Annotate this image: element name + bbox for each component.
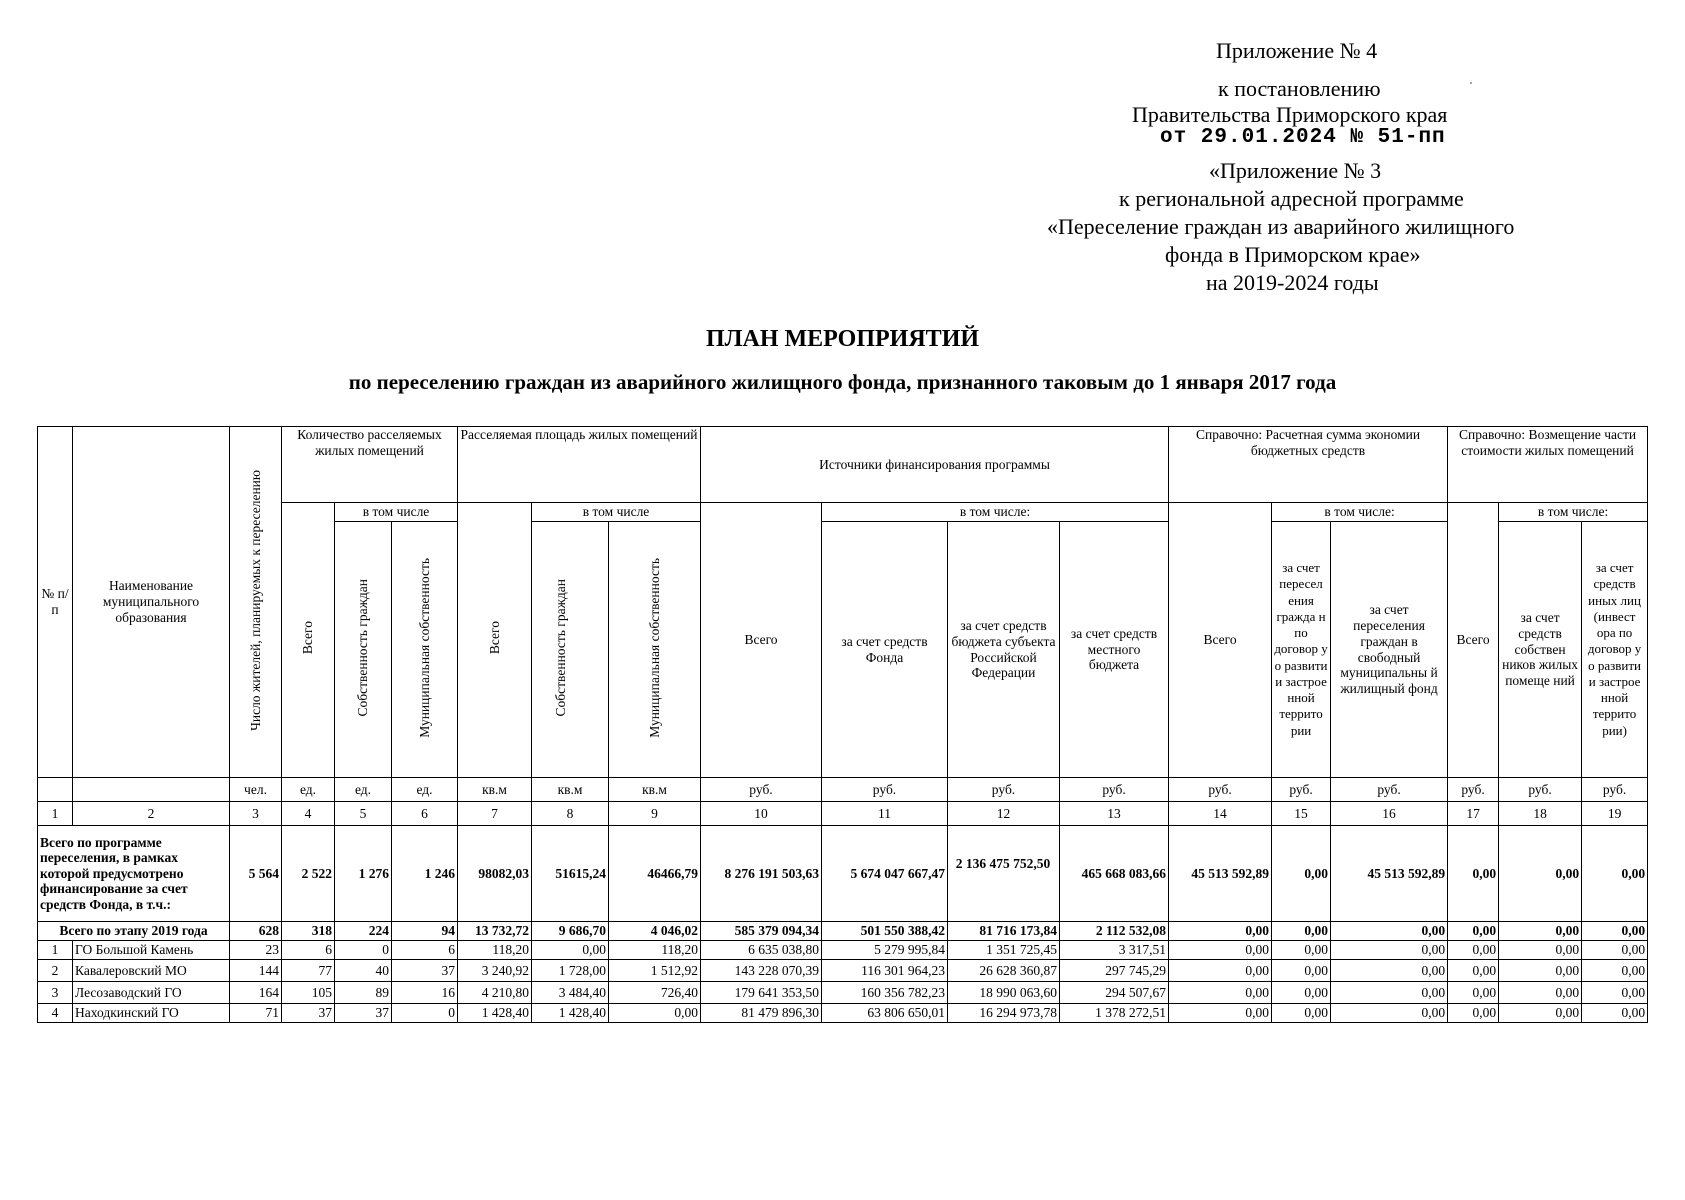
- col-name-header: Наименование муниципального образования: [73, 427, 230, 778]
- stage-value-cell: 0,00: [1582, 922, 1648, 941]
- col-residents-header: Число жителей, планируемых к переселению: [230, 427, 282, 778]
- row-number: 2: [38, 960, 73, 982]
- row-value-cell: 0,00: [532, 941, 609, 960]
- column-number-cell: 17: [1448, 802, 1499, 826]
- stage-value-cell: 0,00: [1331, 922, 1448, 941]
- row-value-cell: 105: [282, 982, 335, 1004]
- row-value-cell: 0,00: [1169, 960, 1272, 982]
- row-value-cell: 37: [335, 1004, 392, 1023]
- row-value-cell: 6: [282, 941, 335, 960]
- stage-value-cell: 501 550 388,42: [822, 922, 948, 941]
- row-value-cell: 1 378 272,51: [1060, 1004, 1169, 1023]
- row-value-cell: 23: [230, 941, 282, 960]
- row-value-cell: 77: [282, 960, 335, 982]
- stage-value-cell: 0,00: [1169, 922, 1272, 941]
- total-value-cell: 0,00: [1448, 826, 1499, 922]
- appendix-label: Приложение № 4: [1216, 38, 1378, 63]
- total-row-label: Всего по программе переселения, в рамках которой предусмотрено финансирование за счет средств Фонда, в т.ч.:: [38, 826, 230, 922]
- scan-speck: [1470, 82, 1472, 84]
- stage-row-label: Всего по этапу 2019 года: [38, 922, 230, 941]
- row-value-cell: 0,00: [1272, 1004, 1331, 1023]
- row-value-cell: 0,00: [1582, 941, 1648, 960]
- column-number-cell: 11: [822, 802, 948, 826]
- total-value-cell: 2 522: [282, 826, 335, 922]
- row-number: 1: [38, 941, 73, 960]
- unit-cell: кв.м: [458, 778, 532, 802]
- row-value-cell: 0: [335, 941, 392, 960]
- row-value-cell: 16: [392, 982, 458, 1004]
- stage-value-cell: 9 686,70: [532, 922, 609, 941]
- row-value-cell: 3 317,51: [1060, 941, 1169, 960]
- row-value-cell: 0,00: [1582, 1004, 1648, 1023]
- total-value-cell: 5 564: [230, 826, 282, 922]
- unit-cell: руб.: [701, 778, 822, 802]
- col-num-header: № п/п: [38, 427, 73, 778]
- stage-value-cell: 81 716 173,84: [948, 922, 1060, 941]
- total-value-cell: 46466,79: [609, 826, 701, 922]
- row-value-cell: 118,20: [458, 941, 532, 960]
- column-number-cell: 19: [1582, 802, 1648, 826]
- unit-cell: руб.: [1169, 778, 1272, 802]
- total-value-cell: 5 674 047 667,47: [822, 826, 948, 922]
- column-number-cell: 7: [458, 802, 532, 826]
- stage-value-cell: 4 046,02: [609, 922, 701, 941]
- row-number: 4: [38, 1004, 73, 1023]
- rooms-total-header: Всего: [282, 503, 335, 778]
- local-budget-header: за счет средств местного бюджета: [1060, 522, 1169, 778]
- row-value-cell: 71: [230, 1004, 282, 1023]
- row-value-cell: 0,00: [1448, 1004, 1499, 1023]
- economy-incl-header: в том числе:: [1272, 503, 1448, 522]
- column-number-cell: 15: [1272, 802, 1331, 826]
- row-value-cell: 0,00: [1499, 960, 1582, 982]
- economy-dev-header: за счет пересел ения гражда н по договор у о развити и застрое нной террито рии: [1272, 522, 1331, 778]
- row-value-cell: 297 745,29: [1060, 960, 1169, 982]
- stage-value-cell: 224: [335, 922, 392, 941]
- area-incl-header: в том числе: [532, 503, 701, 522]
- row-value-cell: 0,00: [1499, 982, 1582, 1004]
- row-value-cell: 144: [230, 960, 282, 982]
- stage-row: [38, 922, 1648, 941]
- row-value-cell: 5 279 995,84: [822, 941, 948, 960]
- rooms-incl-header: в том числе: [335, 503, 458, 522]
- row-value-cell: 0,00: [1499, 941, 1582, 960]
- row-value-cell: 0,00: [1448, 960, 1499, 982]
- row-value-cell: 0,00: [1331, 1004, 1448, 1023]
- government-label: Правительства Приморского края: [1132, 102, 1448, 127]
- row-value-cell: 0,00: [1331, 941, 1448, 960]
- row-value-cell: 1 428,40: [532, 1004, 609, 1023]
- reimb-total-header: Всего: [1448, 503, 1499, 778]
- municipality-name: Лесозаводский ГО: [73, 982, 230, 1004]
- table-row: [38, 1004, 1648, 1023]
- total-value-cell: 0,00: [1499, 826, 1582, 922]
- unit-cell: руб.: [948, 778, 1060, 802]
- row-value-cell: 0,00: [1272, 982, 1331, 1004]
- column-number-cell: 9: [609, 802, 701, 826]
- column-number-cell: 4: [282, 802, 335, 826]
- row-value-cell: 0,00: [1448, 982, 1499, 1004]
- stage-value-cell: 0,00: [1272, 922, 1331, 941]
- row-value-cell: 179 641 353,50: [701, 982, 822, 1004]
- total-value-cell: 1 276: [335, 826, 392, 922]
- row-value-cell: 3 484,40: [532, 982, 609, 1004]
- finance-total-header: Всего: [701, 503, 822, 778]
- row-value-cell: 0: [392, 1004, 458, 1023]
- reimb-owners-header: за счет средств собствен ников жилых помеще ний: [1499, 522, 1582, 778]
- row-value-cell: 0,00: [1272, 941, 1331, 960]
- row-value-cell: 0,00: [1169, 982, 1272, 1004]
- row-value-cell: 294 507,67: [1060, 982, 1169, 1004]
- decree-number: от 29.01.2024 № 51-пп: [1160, 126, 1446, 149]
- row-value-cell: 81 479 896,30: [701, 1004, 822, 1023]
- page-subtitle: по переселению граждан из аварийного жилищного фонда, признанного таковым до 1 января 2017 года: [348, 370, 1337, 394]
- subject-budget-header: за счет средств бюджета субъекта Российской Федерации: [948, 522, 1060, 778]
- reimb-investor-header: за счет средств иных лиц (инвест ора по договор у о развити и застрое нной террито рии): [1582, 522, 1648, 778]
- area-own-header: Собственность граждан: [532, 522, 609, 778]
- economy-total-header: Всего: [1169, 503, 1272, 778]
- column-number-cell: 12: [948, 802, 1060, 826]
- table-row: [38, 960, 1648, 982]
- unit-cell: кв.м: [532, 778, 609, 802]
- stage-value-cell: 0,00: [1448, 922, 1499, 941]
- unit-cell: руб.: [1331, 778, 1448, 802]
- row-number: 3: [38, 982, 73, 1004]
- row-value-cell: 0,00: [1448, 941, 1499, 960]
- column-number-cell: 8: [532, 802, 609, 826]
- total-value-cell: 45 513 592,89: [1169, 826, 1272, 922]
- row-value-cell: 726,40: [609, 982, 701, 1004]
- row-value-cell: 89: [335, 982, 392, 1004]
- column-number-cell: 1: [38, 802, 73, 826]
- row-value-cell: 16 294 973,78: [948, 1004, 1060, 1023]
- resolution-label: к постановлению: [1218, 76, 1381, 101]
- program-name-line1: «Переселение граждан из аварийного жилищного: [1047, 214, 1515, 239]
- row-value-cell: 6: [392, 941, 458, 960]
- total-value-cell: 1 246: [392, 826, 458, 922]
- total-value-cell: 2 136 475 752,50: [948, 826, 1060, 922]
- program-name-line2: фонда в Приморском крае»: [1165, 242, 1421, 267]
- column-number-cell: 10: [701, 802, 822, 826]
- total-value-cell: 465 668 083,66: [1060, 826, 1169, 922]
- total-value-cell: 8 276 191 503,63: [701, 826, 822, 922]
- area-total-header: Всего: [458, 503, 532, 778]
- row-value-cell: 160 356 782,23: [822, 982, 948, 1004]
- column-number-cell: 14: [1169, 802, 1272, 826]
- row-value-cell: 0,00: [1272, 960, 1331, 982]
- row-value-cell: 40: [335, 960, 392, 982]
- row-value-cell: 0,00: [1331, 960, 1448, 982]
- column-number-cell: 16: [1331, 802, 1448, 826]
- fund-header: за счет средств Фонда: [822, 522, 948, 778]
- row-value-cell: 0,00: [1582, 960, 1648, 982]
- row-value-cell: 0,00: [1169, 1004, 1272, 1023]
- units-row: [38, 778, 1648, 802]
- row-value-cell: 3 240,92: [458, 960, 532, 982]
- row-value-cell: 1 728,00: [532, 960, 609, 982]
- unit-cell: руб.: [1582, 778, 1648, 802]
- program-years: на 2019-2024 годы: [1206, 270, 1379, 295]
- column-number-cell: 3: [230, 802, 282, 826]
- stage-value-cell: 585 379 094,34: [701, 922, 822, 941]
- row-value-cell: 0,00: [1582, 982, 1648, 1004]
- plan-table: [37, 426, 1648, 1023]
- row-value-cell: 0,00: [1331, 982, 1448, 1004]
- row-value-cell: 164: [230, 982, 282, 1004]
- total-value-cell: 98082,03: [458, 826, 532, 922]
- row-value-cell: 18 990 063,60: [948, 982, 1060, 1004]
- table-row: [38, 982, 1648, 1004]
- stage-value-cell: 0,00: [1499, 922, 1582, 941]
- reimbursement-group-header: Справочно: Возмещение части стоимости жилых помещений: [1448, 427, 1648, 503]
- total-value-cell: 0,00: [1272, 826, 1331, 922]
- unit-cell: ед.: [335, 778, 392, 802]
- header-row-groups: [38, 427, 1648, 503]
- row-value-cell: 118,20: [609, 941, 701, 960]
- row-value-cell: 6 635 038,80: [701, 941, 822, 960]
- finance-incl-header: в том числе:: [822, 503, 1169, 522]
- economy-group-header: Справочно: Расчетная сумма экономии бюджетных средств: [1169, 427, 1448, 503]
- row-value-cell: 26 628 360,87: [948, 960, 1060, 982]
- municipality-name: Находкинский ГО: [73, 1004, 230, 1023]
- row-value-cell: 143 228 070,39: [701, 960, 822, 982]
- total-value-cell: 0,00: [1582, 826, 1648, 922]
- municipality-name: Кавалеровский МО: [73, 960, 230, 982]
- total-value-cell: 45 513 592,89: [1331, 826, 1448, 922]
- row-value-cell: 116 301 964,23: [822, 960, 948, 982]
- total-value-cell: 51615,24: [532, 826, 609, 922]
- rooms-municipal-header: Муниципальная собственность: [392, 522, 458, 778]
- unit-cell: руб.: [1272, 778, 1331, 802]
- row-value-cell: 4 210,80: [458, 982, 532, 1004]
- row-value-cell: 1 351 725,45: [948, 941, 1060, 960]
- row-value-cell: 1 428,40: [458, 1004, 532, 1023]
- stage-value-cell: 2 112 532,08: [1060, 922, 1169, 941]
- stage-value-cell: 13 732,72: [458, 922, 532, 941]
- area-municipal-header: Муниципальная собственность: [609, 522, 701, 778]
- unit-cell: руб.: [822, 778, 948, 802]
- column-number-cell: 5: [335, 802, 392, 826]
- stage-value-cell: 94: [392, 922, 458, 941]
- unit-cell: руб.: [1448, 778, 1499, 802]
- table-row: [38, 941, 1648, 960]
- unit-cell: руб.: [1499, 778, 1582, 802]
- column-number-cell: 2: [73, 802, 230, 826]
- stage-value-cell: 318: [282, 922, 335, 941]
- rooms-own-header: Собственность граждан: [335, 522, 392, 778]
- row-value-cell: 37: [282, 1004, 335, 1023]
- col-numbers-row: [38, 802, 1648, 826]
- finance-group-header: Источники финансирования программы: [701, 427, 1169, 503]
- column-number-cell: 6: [392, 802, 458, 826]
- rooms-group-header: Количество расселяемых жилых помещений: [282, 427, 458, 503]
- row-value-cell: 0,00: [609, 1004, 701, 1023]
- total-row: [38, 826, 1648, 922]
- column-number-cell: 18: [1499, 802, 1582, 826]
- unit-cell: кв.м: [609, 778, 701, 802]
- unit-cell: руб.: [1060, 778, 1169, 802]
- row-value-cell: 0,00: [1499, 1004, 1582, 1023]
- row-value-cell: 1 512,92: [609, 960, 701, 982]
- unit-cell: ед.: [282, 778, 335, 802]
- area-group-header: Расселяемая площадь жилых помещений: [458, 427, 701, 503]
- stage-value-cell: 628: [230, 922, 282, 941]
- reimb-incl-header: в том числе:: [1499, 503, 1648, 522]
- page-title: ПЛАН МЕРОПРИЯТИЙ: [705, 326, 980, 352]
- unit-cell: чел.: [230, 778, 282, 802]
- appendix3-label: «Приложение № 3: [1209, 158, 1382, 183]
- row-value-cell: 37: [392, 960, 458, 982]
- municipality-name: ГО Большой Камень: [73, 941, 230, 960]
- program-label: к региональной адресной программе: [1119, 186, 1464, 211]
- unit-cell: ед.: [392, 778, 458, 802]
- column-number-cell: 13: [1060, 802, 1169, 826]
- row-value-cell: 63 806 650,01: [822, 1004, 948, 1023]
- economy-free-header: за счет переселения граждан в свободный муниципальны й жилищный фонд: [1331, 522, 1448, 778]
- row-value-cell: 0,00: [1169, 941, 1272, 960]
